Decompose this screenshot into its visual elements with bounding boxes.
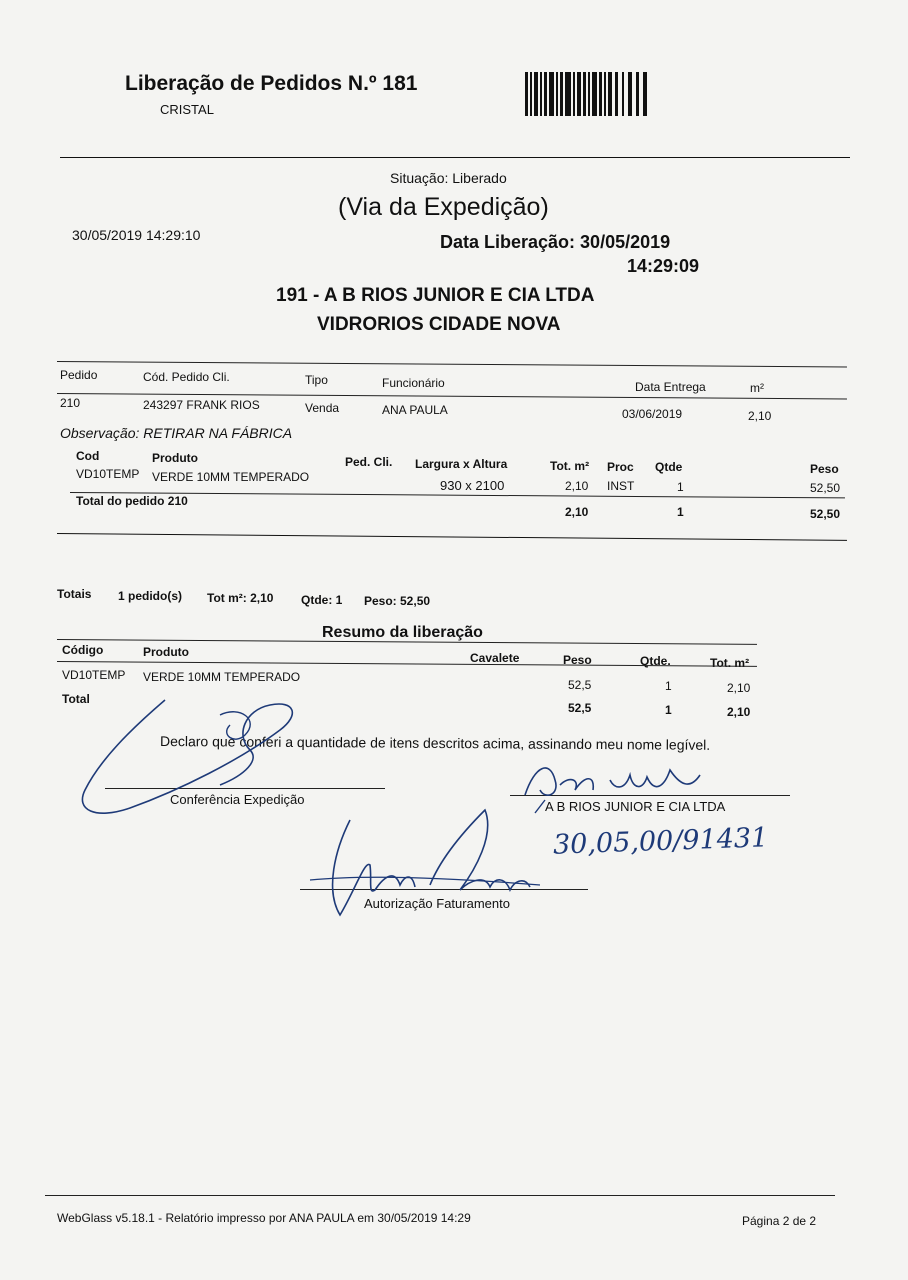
document-title: Liberação de Pedidos N.º 181 — [125, 72, 418, 95]
resumo-header-cavalete: Cavalete — [470, 651, 520, 665]
resumo-total-qtde: 1 — [665, 703, 672, 717]
col-header-cod-pedido-cli: Cód. Pedido Cli. — [143, 370, 230, 384]
declaracao-text: Declaro que conferi a quantidade de itens descritos acima, assinando meu nome legível. — [159, 733, 711, 753]
totais-peso: Peso: 52,50 — [364, 594, 431, 608]
autorizacao-signature-image — [300, 805, 550, 930]
footer-rule — [45, 1195, 835, 1196]
footer-system: WebGlass v5.18.1 - Relatório impresso por ANA PAULA em 30/05/2019 14:29 — [57, 1211, 471, 1225]
totais-qtde: Qtde: 1 — [301, 593, 343, 607]
row-cod-pedido-cli: 243297 FRANK RIOS — [143, 398, 260, 412]
items-total-peso: 52,50 — [810, 507, 841, 521]
conferencia-signature-image — [70, 690, 320, 840]
conferencia-label: Conferência Expedição — [170, 792, 305, 807]
resumo-row-produto: VERDE 10MM TEMPERADO — [143, 670, 301, 684]
items-total-qtde: 1 — [677, 505, 684, 519]
data-liberacao-time: 14:29:09 — [627, 256, 700, 276]
header-divider — [60, 157, 850, 158]
via-label: (Via da Expedição) — [338, 193, 549, 221]
resumo-total-tot-m2: 2,10 — [727, 705, 751, 719]
items-total-m2: 2,10 — [565, 505, 589, 519]
document-subtitle: CRISTAL — [160, 102, 214, 117]
items-bottom-rule — [57, 533, 847, 541]
row-m2: 2,10 — [748, 409, 772, 423]
col-header-pedido: Pedido — [60, 368, 98, 382]
resumo-row-peso: 52,5 — [568, 678, 592, 692]
resumo-row-codigo: VD10TEMP — [62, 668, 126, 682]
footer-page: Página 2 de 2 — [742, 1214, 817, 1228]
obra-name: VIDRORIOS CIDADE NOVA — [317, 314, 561, 335]
table-top-rule — [57, 361, 847, 368]
item-tot-m2: 2,10 — [565, 479, 589, 493]
items-header-proc: Proc — [607, 460, 634, 474]
item-qtde: 1 — [677, 480, 684, 494]
col-header-m2: m² — [750, 381, 764, 395]
resumo-header-qtde: Qtde. — [640, 654, 671, 668]
autorizacao-label: Autorização Faturamento — [364, 896, 510, 911]
items-header-ped-cli: Ped. Cli. — [345, 455, 393, 469]
resumo-header-peso: Peso — [563, 653, 592, 667]
item-proc: INST — [607, 479, 635, 493]
data-liberacao: Data Liberação: 30/05/2019 — [440, 232, 671, 252]
items-header-tot-m2: Tot. m² — [550, 459, 590, 473]
client-name: 191 - A B RIOS JUNIOR E CIA LTDA — [276, 285, 595, 306]
resumo-title: Resumo da liberação — [322, 624, 483, 641]
empresa-label: A B RIOS JUNIOR E CIA LTDA — [545, 799, 726, 814]
status-situacao: Situação: Liberado — [390, 170, 507, 186]
items-header-produto: Produto — [152, 451, 198, 465]
resumo-total-label: Total — [62, 692, 90, 706]
handwritten-date: 30,05,00/91431 — [552, 822, 769, 861]
resumo-total-peso: 52,5 — [568, 701, 592, 715]
totais-tot-m2: Tot m²: 2,10 — [207, 591, 274, 605]
totais-pedidos: 1 pedido(s) — [118, 589, 183, 603]
row-funcionario: ANA PAULA — [382, 403, 448, 417]
items-header-qtde: Qtde — [655, 460, 683, 474]
row-pedido: 210 — [60, 396, 81, 410]
items-header-dimensoes: Largura x Altura — [415, 457, 508, 471]
items-header-cod: Cod — [76, 449, 100, 463]
row-tipo: Venda — [305, 401, 340, 415]
items-header-peso: Peso — [810, 462, 839, 476]
resumo-row-qtde: 1 — [665, 679, 672, 693]
observacao: Observação: RETIRAR NA FÁBRICA — [60, 425, 293, 441]
barcode-image — [525, 72, 649, 116]
resumo-header-tot-m2: Tot. m² — [710, 656, 750, 670]
totais-label: Totais — [57, 587, 92, 601]
item-dimensoes: 930 x 2100 — [440, 478, 505, 493]
col-header-data-entrega: Data Entrega — [635, 380, 706, 394]
resumo-header-produto: Produto — [143, 645, 189, 659]
row-data-entrega: 03/06/2019 — [622, 407, 683, 421]
col-header-funcionario: Funcionário — [382, 376, 445, 390]
print-datetime: 30/05/2019 14:29:10 — [72, 227, 201, 243]
items-total-label: Total do pedido 210 — [76, 494, 188, 508]
resumo-row-tot-m2: 2,10 — [727, 681, 751, 695]
col-header-tipo: Tipo — [305, 373, 328, 387]
item-peso: 52,50 — [810, 481, 841, 495]
item-cod: VD10TEMP — [76, 467, 140, 481]
resumo-header-codigo: Código — [62, 643, 104, 657]
item-produto: VERDE 10MM TEMPERADO — [152, 470, 310, 484]
